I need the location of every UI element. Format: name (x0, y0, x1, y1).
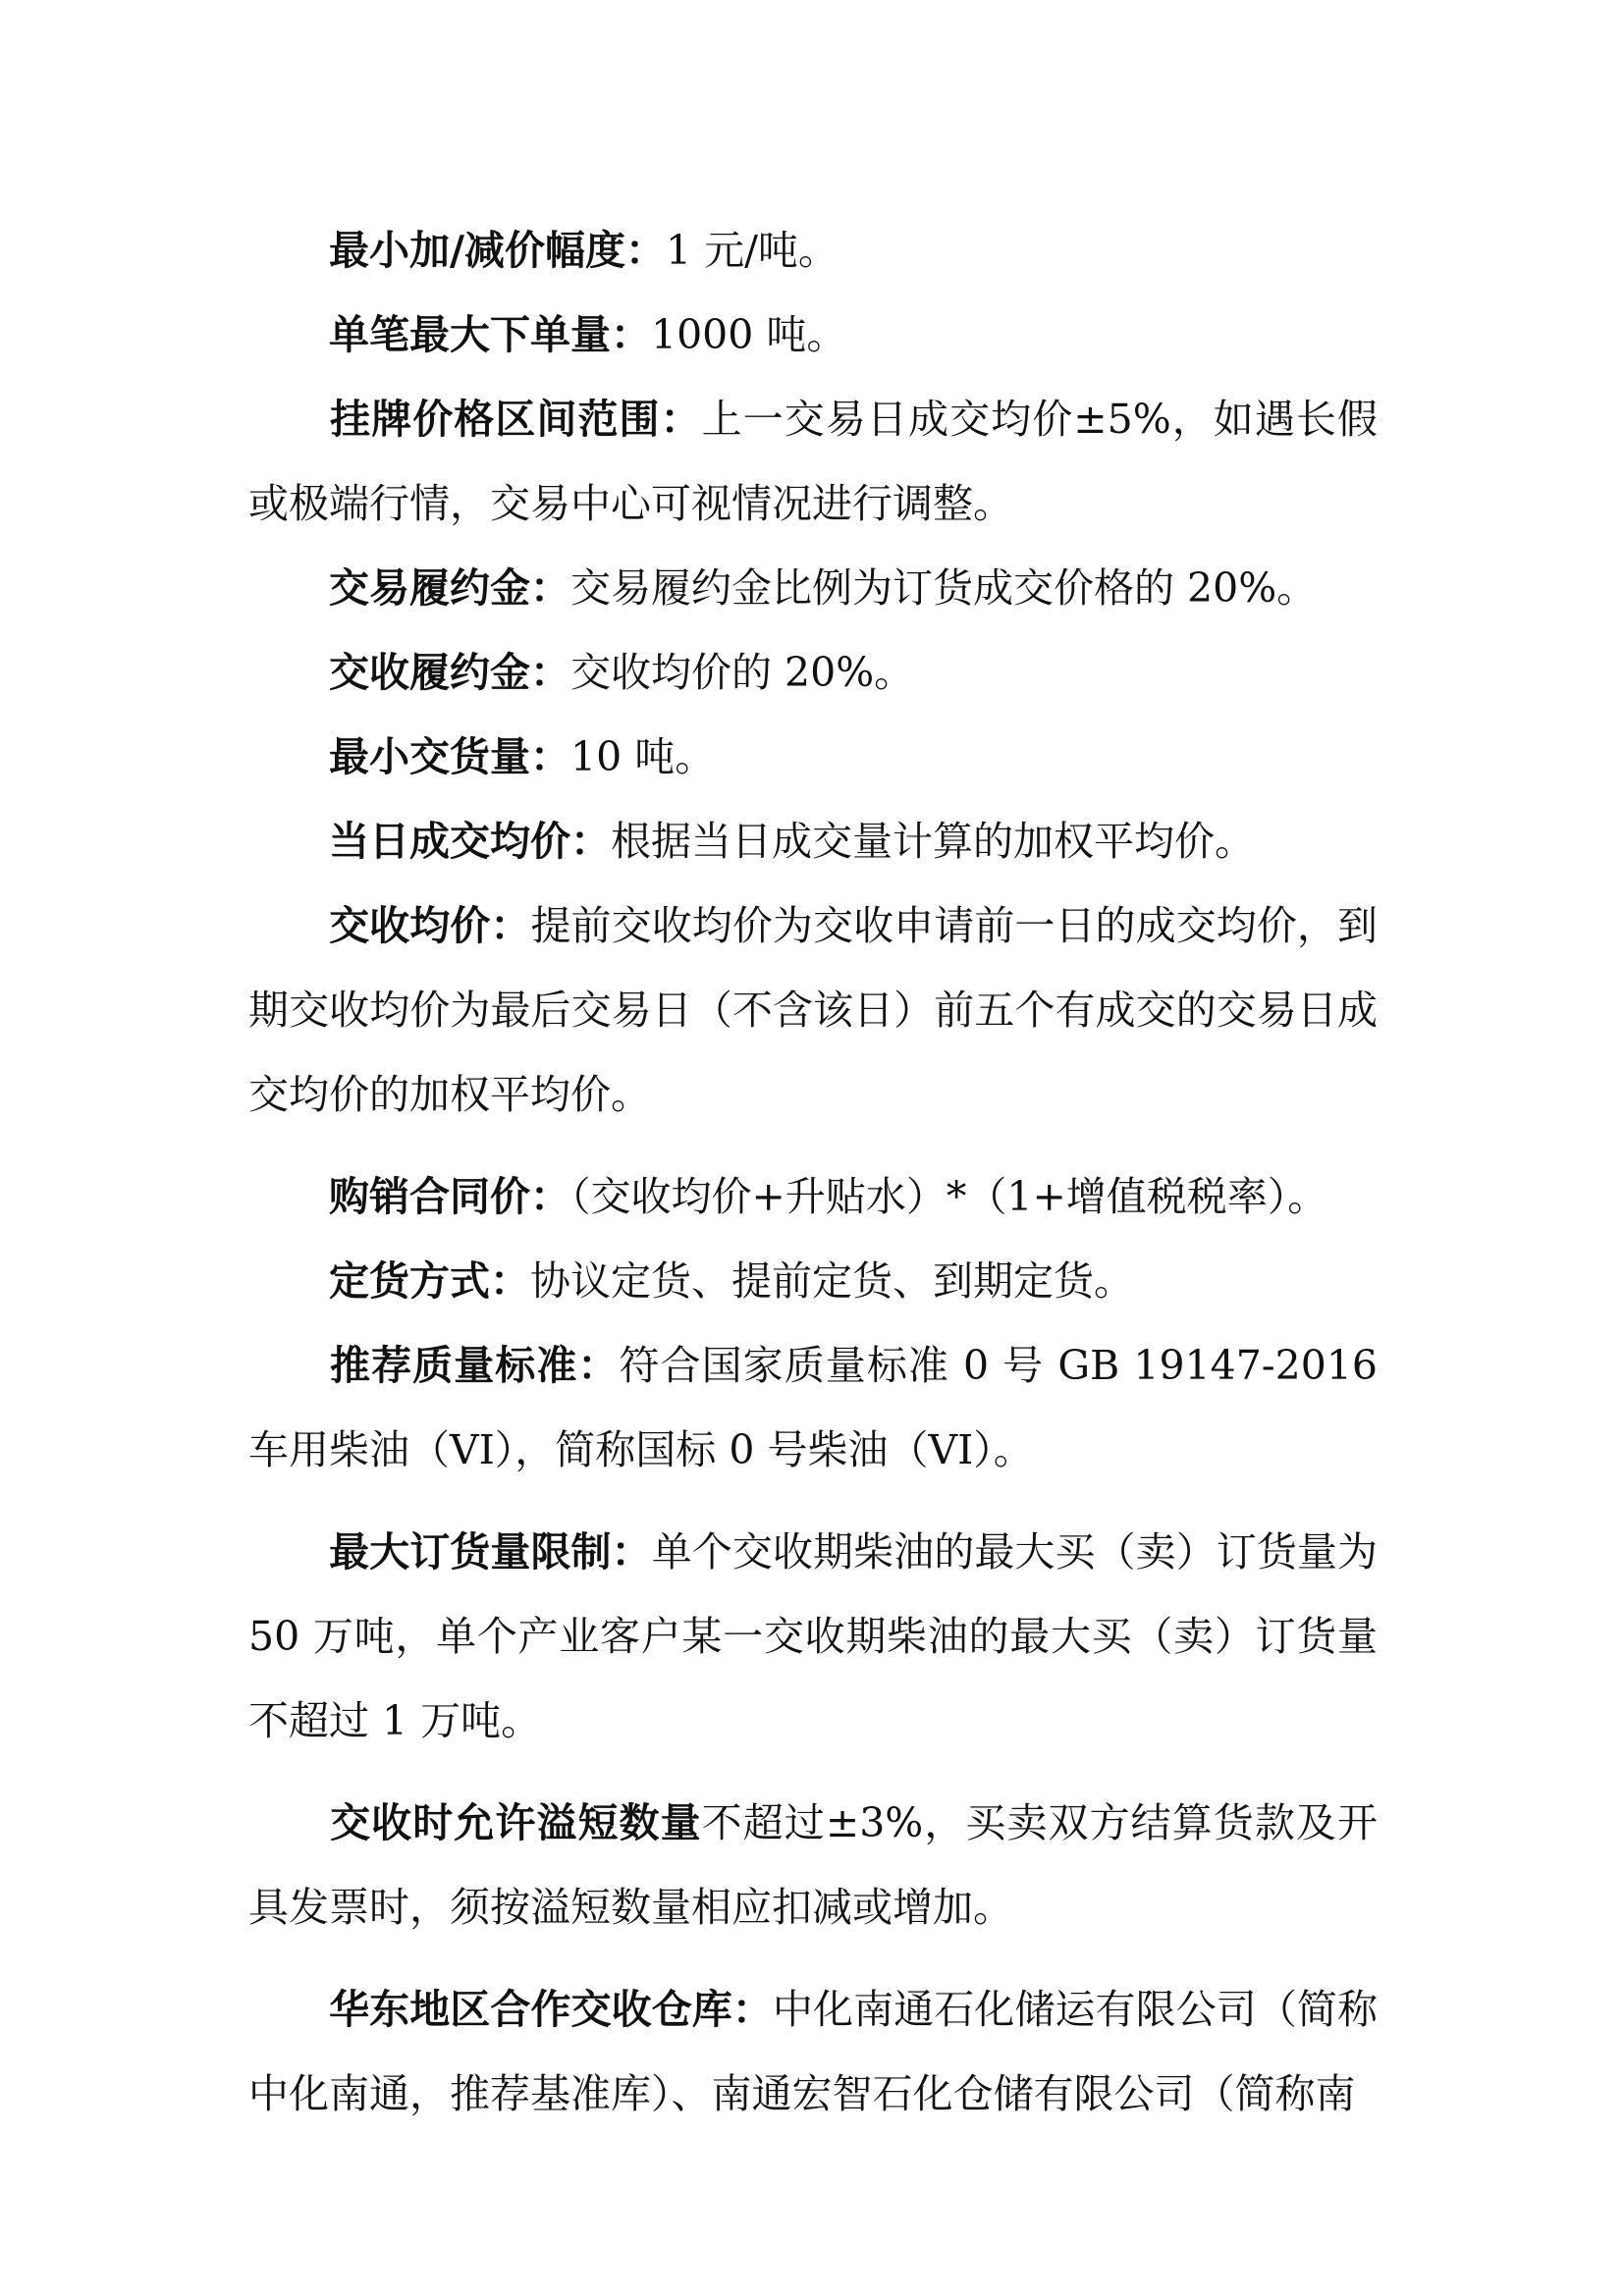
paragraph-max-order-limit (248, 1510, 1378, 1763)
text-max-order-limit: 单个交收期柴油的最大买（卖）订货量为 50 万吨，单个产业客户某一交收期柴油的最大买（卖）订货量不超过 1 万吨。 (248, 1528, 1379, 1744)
text-contract-price: （交收均价+升贴水）*（1+增值税税率）。 (570, 1173, 1328, 1220)
heading-contract-price: 购销合同价： (329, 1173, 570, 1220)
text-delivery-margin: 交收均价的 20%。 (570, 649, 915, 696)
paragraph-order-method (248, 1239, 1378, 1323)
heading-order-method: 定货方式： (329, 1257, 530, 1305)
text-warehouses: 中化南通石化储运有限公司（简称中化南通，推荐基准库）、南通宏智石化仓储有限公司（简称南 (248, 1986, 1378, 2117)
paragraph-contract-price (248, 1154, 1378, 1239)
text-min-price-step: 1 元/吨。 (665, 227, 839, 274)
document-body (248, 208, 1378, 2136)
heading-min-delivery: 最小交货量： (329, 733, 570, 780)
heading-min-price-step: 最小加/减价幅度： (329, 227, 666, 274)
spacer (248, 1137, 1378, 1154)
heading-tolerance: 交收时允许溢短数量 (329, 1799, 702, 1846)
text-trade-margin: 交易履约金比例为订货成交价格的 20%。 (570, 564, 1318, 612)
heading-max-order-size: 单笔最大下单量： (329, 311, 651, 358)
paragraph-warehouses (248, 1967, 1378, 2136)
text-quality-standard: 符合国家质量标准 0 号 GB 19147-2016 车用柴油（VI），简称国标 0 号柴油（VI）。 (248, 1342, 1378, 1473)
heading-delivery-margin: 交收履约金： (329, 649, 570, 696)
paragraph-min-delivery (248, 715, 1378, 799)
heading-max-order-limit: 最大订货量限制： (329, 1528, 652, 1575)
paragraph-price-range (248, 377, 1378, 546)
spacer (248, 1949, 1378, 1967)
paragraph-delivery-margin (248, 630, 1378, 715)
heading-warehouses: 华东地区合作交收仓库： (329, 1986, 773, 2033)
paragraph-max-order-size (248, 293, 1378, 377)
text-min-delivery: 10 吨。 (570, 733, 716, 780)
spacer (248, 1763, 1378, 1781)
paragraph-min-price-step (248, 208, 1378, 293)
heading-delivery-average: 交收均价： (329, 902, 531, 949)
paragraph-delivery-average (248, 883, 1378, 1137)
heading-quality-standard: 推荐质量标准： (329, 1342, 620, 1389)
spacer (248, 1492, 1378, 1510)
text-order-method: 协议定货、提前定货、到期定货。 (530, 1257, 1134, 1305)
paragraph-trade-margin (248, 546, 1378, 630)
text-delivery-average: 提前交收均价为交收申请前一日的成交均价，到期交收均价为最后交易日（不含该日）前五个有成交的交易日成交均价的加权平均价。 (248, 902, 1379, 1118)
paragraph-tolerance (248, 1781, 1378, 1949)
heading-daily-average: 当日成交均价： (329, 818, 611, 865)
paragraph-quality-standard (248, 1323, 1378, 1492)
paragraph-daily-average (248, 799, 1378, 883)
text-tolerance: 不超过±3%，买卖双方结算货款及开具发票时，须按溢短数量相应扣减或增加。 (248, 1799, 1378, 1931)
heading-price-range: 挂牌价格区间范围： (329, 396, 702, 443)
heading-trade-margin: 交易履约金： (329, 564, 570, 612)
text-price-range: 上一交易日成交均价±5%，如遇长假或极端行情，交易中心可视情况进行调整。 (248, 396, 1378, 527)
text-max-order-size: 1000 吨。 (651, 311, 847, 358)
text-daily-average: 根据当日成交量计算的加权平均价。 (611, 818, 1255, 865)
